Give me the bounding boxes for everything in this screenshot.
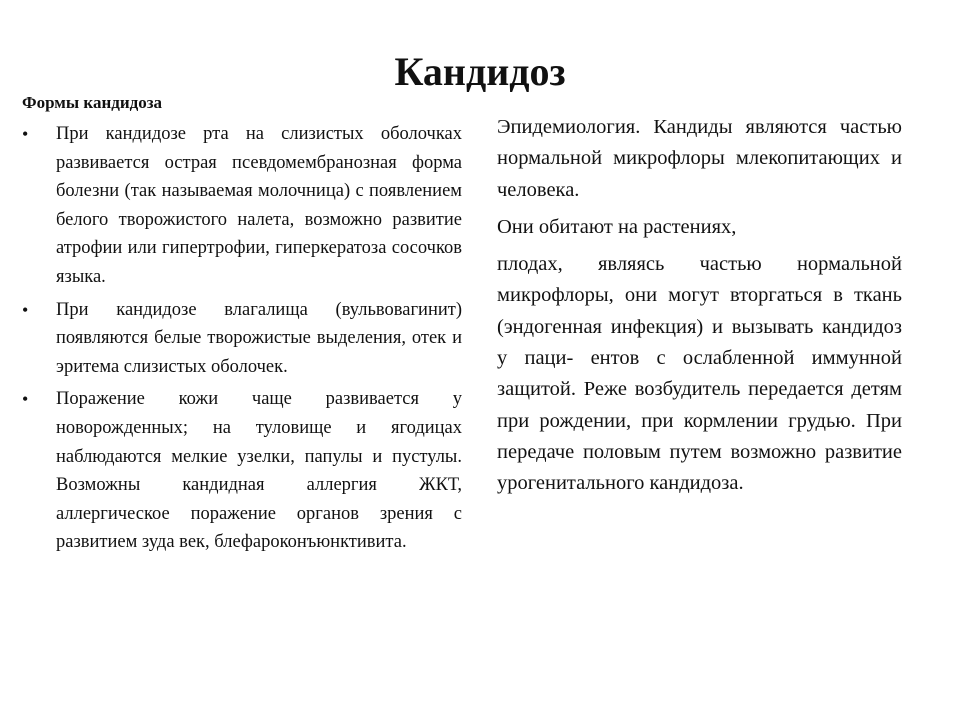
- forms-heading: Формы кандидоза: [22, 93, 163, 112]
- list-item: [22, 385, 462, 557]
- left-column: [22, 92, 462, 561]
- forms-list: [22, 120, 462, 557]
- list-item: [22, 120, 462, 292]
- habitat-paragraph: Они обитают на растениях,: [497, 215, 737, 238]
- right-column: [497, 112, 902, 506]
- epidemiology-text: Кандиды являются частью нормальной микрофлоры млекопитающих и человека.: [497, 116, 902, 201]
- bullet-text-skin: Поражение кожи чаще развивается у новорожденных; на туловище и ягодицах наблюдаются мелкие узелки, папулы и пустулы. Возможны кандидная аллергия ЖКТ, аллергическое поражение органов зрения с развитием зуда век, блефароконъюнктивита.: [56, 389, 462, 553]
- slide-title: Кандидоз: [394, 49, 566, 94]
- bullet-icon: •: [22, 299, 29, 320]
- epidemiology-term: Эпидемиология: [497, 116, 636, 138]
- list-item: [22, 296, 462, 382]
- bullet-icon: •: [22, 389, 29, 410]
- bullet-text-oral: При кандидозе рта на слизистых оболочках развивается острая псевдомембранозная форма болезни (так называемая молочница) с появлением белого творожистого налета, возможно развитие атрофии или гипертрофии, гиперкератоза сосочков языка.: [56, 124, 462, 287]
- transmission-paragraph: плодах, являясь частью нормальной микрофлоры, они могут вторгаться в ткань (эндогенная инфекция) и вызывать кандидоз у паци- ентов с ослабленной иммунной защитой. Реже возбудитель передается детям при рождении, при кормлении грудью. При передаче половым путем возможно развитие урогенитального кандидоза.: [497, 253, 902, 495]
- epidemiology-paragraph: [497, 112, 902, 206]
- epidemiology-term-suffix: .: [635, 116, 641, 138]
- bullet-text-vaginal: При кандидозе влагалища (вульвовагинит) появляются белые творожистые выделения, отек и эритема слизистых оболочек.: [56, 299, 462, 377]
- bullet-icon: •: [22, 124, 29, 144]
